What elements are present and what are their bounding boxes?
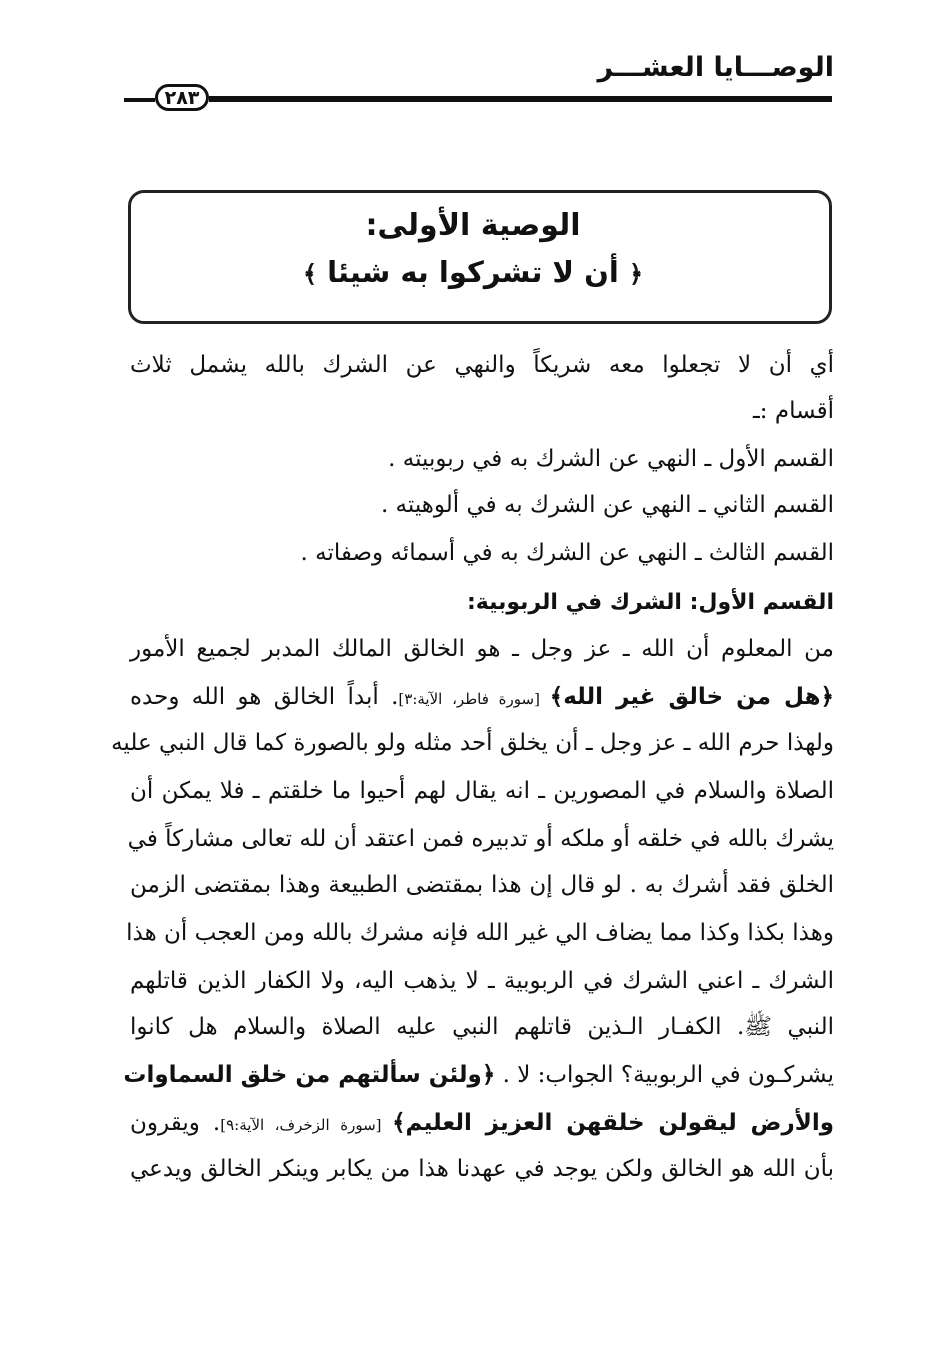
- running-title: الوصـــايا العشـــر: [597, 52, 834, 83]
- paragraph-line: الشرك ـ اعني الشرك في الربوبية ـ لا يذهب اليه، ولا الكفار الذين قاتلهم: [130, 968, 834, 994]
- paragraph-line: ولهذا حرم الله ـ عز وجل ـ أن يخلق أحد مثله ولو بالصورة كما قال النبي عليه: [111, 730, 834, 756]
- paragraph-line: [130, 1110, 834, 1138]
- paragraph-line: أي أن لا تجعلوا معه شريكاً والنهي عن الشرك بالله يشمل ثلاث: [130, 352, 834, 378]
- section-subtitle: [0, 255, 946, 289]
- text-run: . ويقرون: [130, 1110, 221, 1136]
- paragraph-line: [123, 1062, 834, 1090]
- header-rule-left: [124, 98, 155, 102]
- subheading: القسم الأول: الشرك في الربوبية:: [466, 590, 834, 615]
- quran-verse: والأرض ليقولن خلقهن العزيز العليم﴾: [392, 1110, 835, 1136]
- quran-verse: ﴿ولئن سألتهم من خلق السماوات: [123, 1062, 496, 1088]
- list-item: القسم الثاني ـ النهي عن الشرك به في ألوهيته .: [380, 492, 834, 518]
- subtitle-text: أن لا تشركوا به شيئا: [327, 255, 619, 289]
- paragraph-line: [130, 684, 834, 712]
- paragraph-line: أقسام :ـ: [753, 398, 834, 424]
- paragraph-line: وهذا بكذا وكذا مما يضاف الي غير الله فإنه مشرك بالله ومن العجب أن هذا: [126, 920, 834, 946]
- paragraph-line: الصلاة والسلام في المصورين ـ انه يقال لهم أحيوا ما خلقتم ـ فلا يمكن أن: [130, 778, 834, 804]
- quran-verse: ﴿هل من خالق غير الله﴾: [549, 684, 834, 710]
- paragraph-line: النبي ﷺ. الكفـار الـذين قاتلهم النبي عليه الصلاة والسلام هل كانوا: [130, 1014, 834, 1040]
- citation: [سورة الزخرف، الآية:٩]: [220, 1116, 393, 1134]
- citation: [سورة فاطر، الآية:٣]: [398, 690, 550, 708]
- ornament-open: ﴿: [628, 260, 643, 288]
- page-number: ٢٨٣: [155, 84, 209, 111]
- paragraph-line: يشرك بالله في خلقه أو ملكه أو تدبيره فمن اعتقد أن لله تعالى مشاركاً في: [127, 826, 834, 852]
- list-item: القسم الثالث ـ النهي عن الشرك به في أسمائه وصفاته .: [300, 540, 834, 566]
- text-run: . أبداً الخالق هو الله وحده: [130, 684, 399, 710]
- text-run: يشركـون في الربوبية؟ الجواب: لا .: [495, 1062, 834, 1088]
- section-title: الوصية الأولى:: [365, 208, 581, 243]
- paragraph-line: الخلق فقد أشرك به . لو قال إن هذا بمقتضى الطبيعة وهذا بمقتضى الزمن: [130, 872, 834, 898]
- paragraph-line: بأن الله هو الخالق ولكن يوجد في عهدنا هذا من يكابر وينكر الخالق ويدعي: [130, 1156, 834, 1182]
- header-rule: [209, 96, 832, 102]
- ornament-close: ﴾: [302, 260, 318, 288]
- paragraph-line: من المعلوم أن الله ـ عز وجل ـ هو الخالق المالك المدبر لجميع الأمور: [130, 636, 834, 662]
- list-item: القسم الأول ـ النهي عن الشرك به في ربوبيته .: [388, 446, 834, 472]
